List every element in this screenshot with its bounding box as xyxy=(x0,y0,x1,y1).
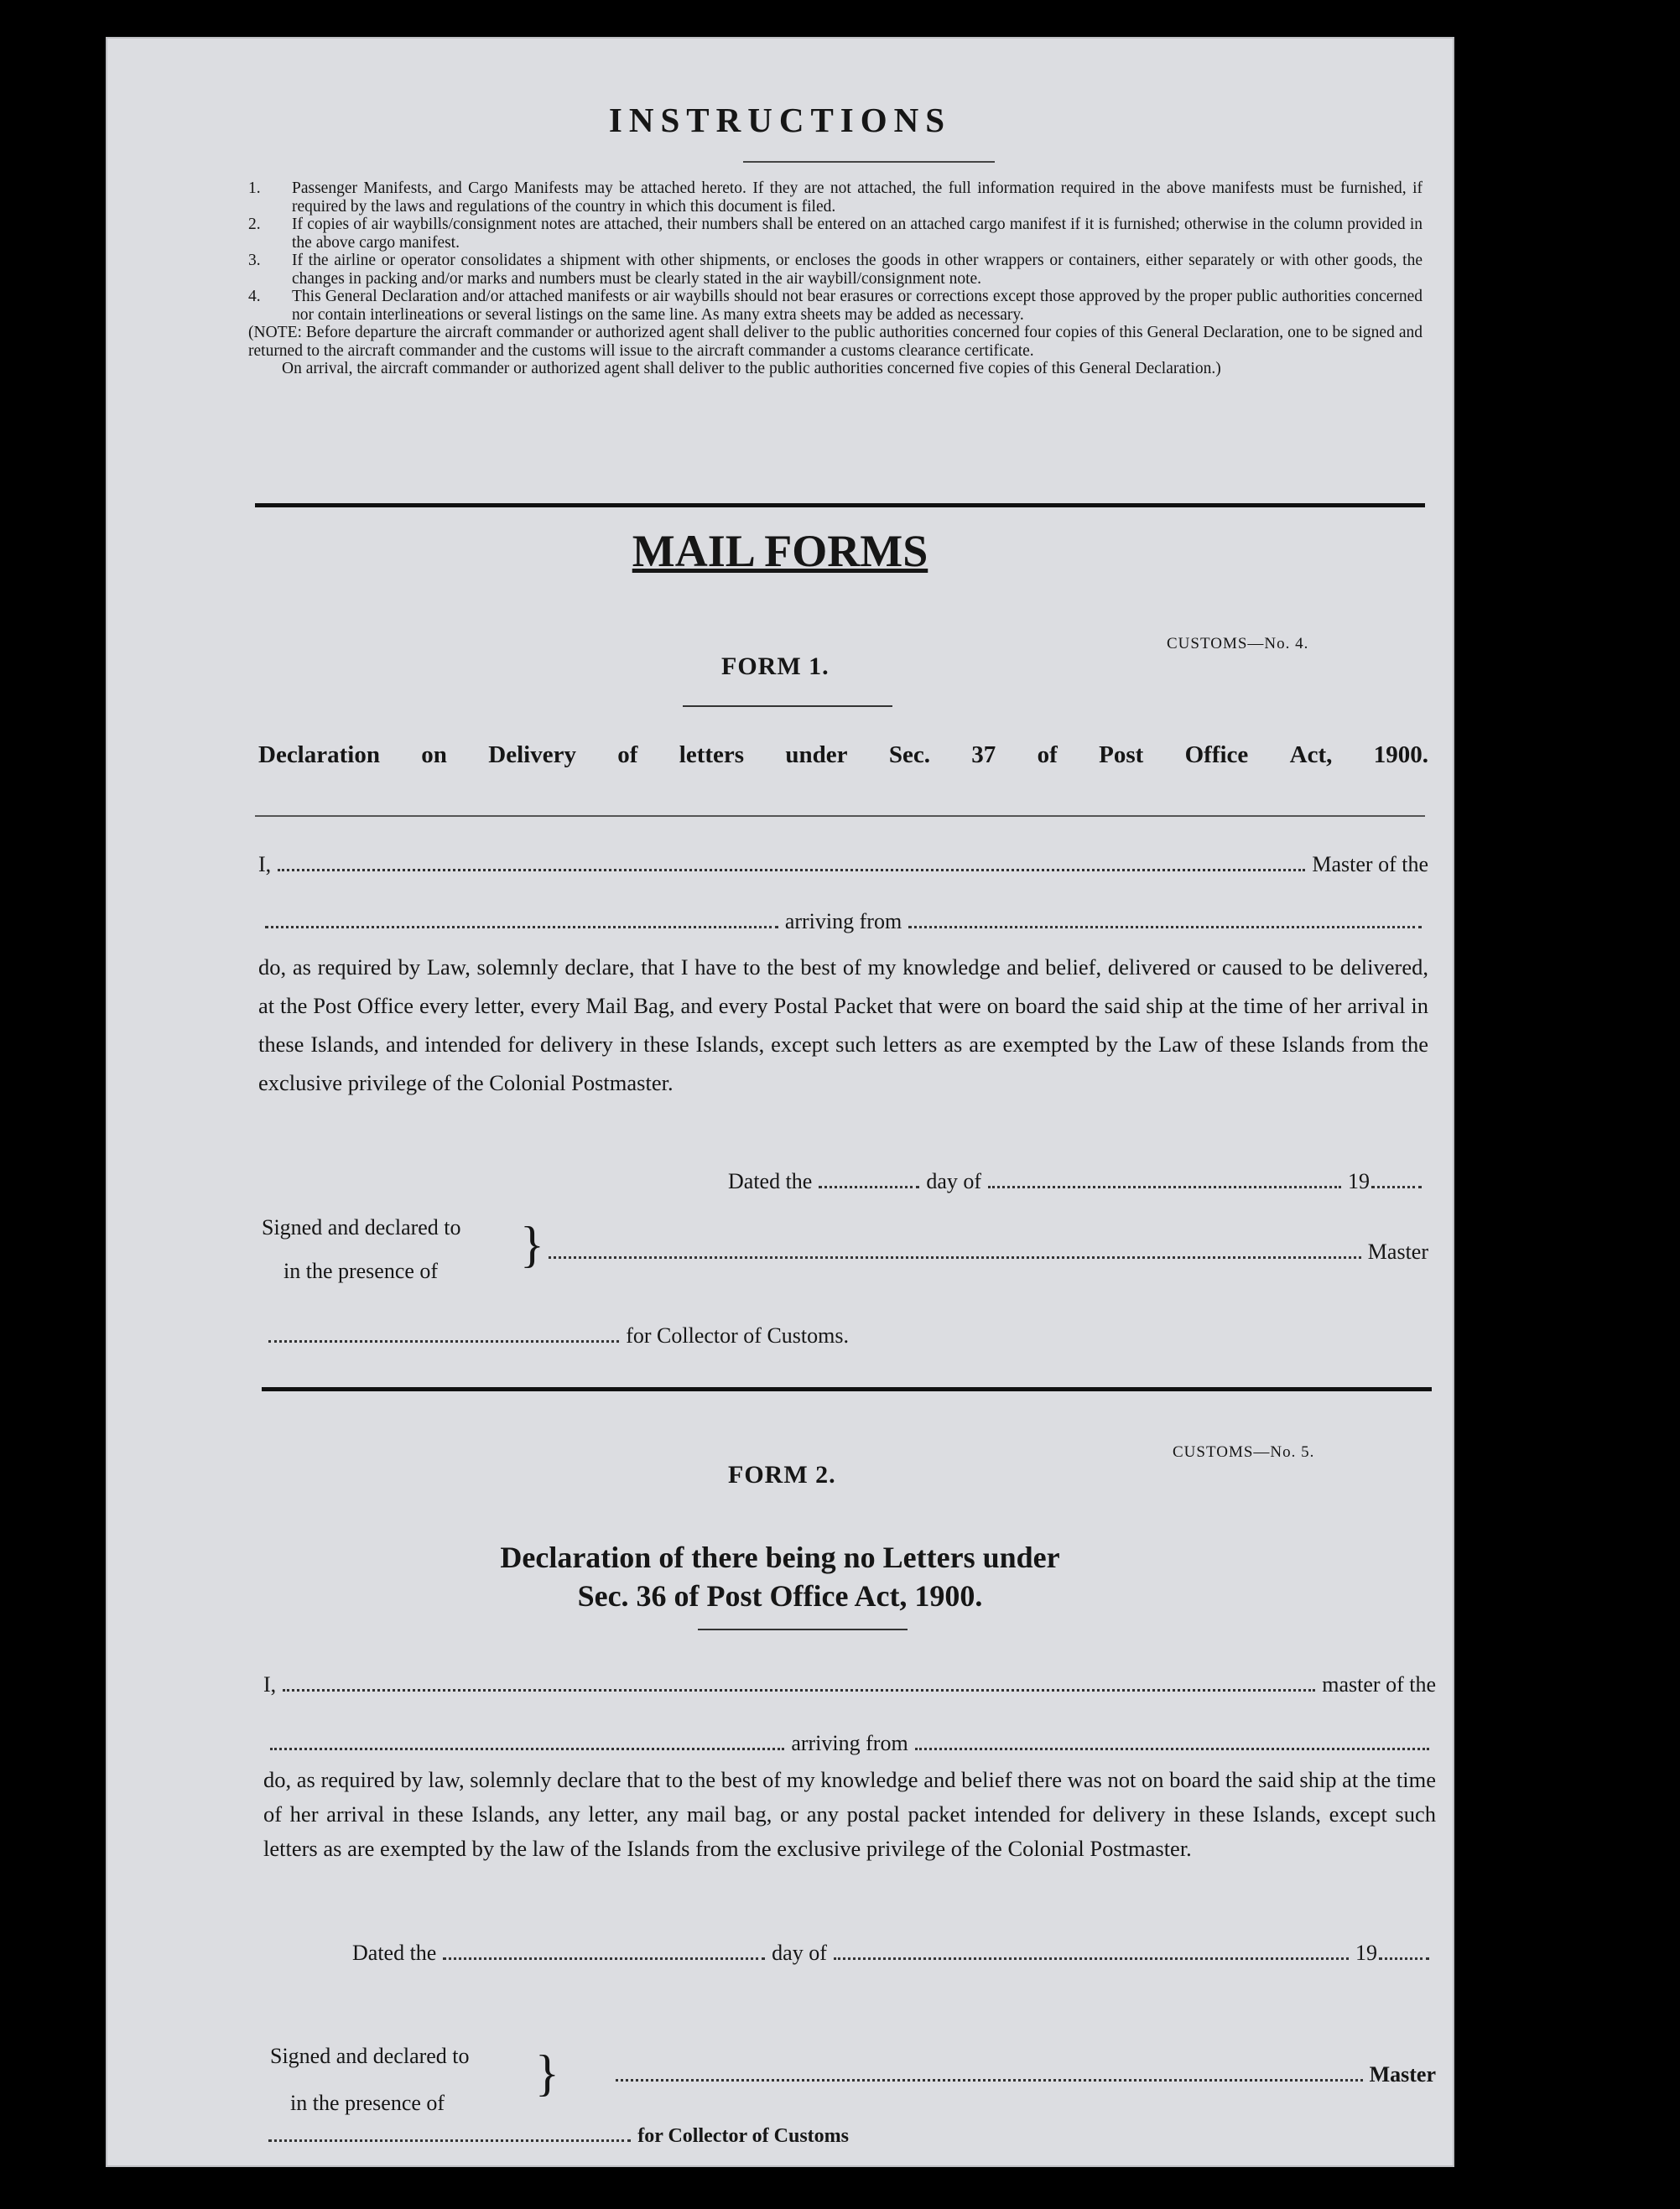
date-day-field[interactable] xyxy=(819,1185,919,1188)
arriving-from-field[interactable] xyxy=(915,1747,1429,1750)
form2-arriving-line: arriving from xyxy=(263,1731,1436,1756)
form1-title-rule xyxy=(683,705,892,707)
section-divider xyxy=(255,503,1425,507)
form1-dated-line: Dated the day of 19 xyxy=(728,1169,1428,1194)
form1-customs-number: CUSTOMS—No. 4. xyxy=(1167,635,1309,652)
form1-heading-rule xyxy=(255,815,1425,817)
form1-title: FORM 1. xyxy=(721,652,830,680)
instructions-title: INSTRUCTIONS xyxy=(608,101,952,139)
instructions-note: (NOTE: Before departure the aircraft commander or authorized agent shall deliver to the public authorities concerned four copies of this General Declaration, one to be signed and returned to the aircraft commander and the customs will issue to the aircraft commander a customs clearance certificate. xyxy=(248,324,1423,360)
form1-master-line: I, Master of the xyxy=(258,852,1428,876)
form-divider xyxy=(262,1387,1432,1391)
master-signature-field[interactable] xyxy=(616,2078,1363,2082)
instruction-item: 1. Passenger Manifests, and Cargo Manifests may be attached hereto. If they are not attached, the full information required in the above manifests must be furnished, if required by the laws and regulations of the country in which this document is filed. xyxy=(248,179,1423,216)
mail-forms-title: MAIL FORMS xyxy=(632,526,928,576)
form1-signed-label: Signed and declared to in the presence of xyxy=(262,1215,461,1283)
collector-signature-field[interactable] xyxy=(268,1339,619,1343)
date-year-field[interactable] xyxy=(1379,1957,1429,1960)
form2-master-line: I, master of the xyxy=(263,1672,1436,1697)
instruction-item: 2. If copies of air waybills/consignment notes are attached, their numbers shall be entered on an attached cargo manifest if it is furnished; otherwise in the column provided in the above cargo manifest. xyxy=(248,216,1423,252)
instructions-list xyxy=(248,179,1423,378)
date-day-field[interactable] xyxy=(443,1957,765,1960)
instruction-item: 4. This General Declaration and/or attached manifests or air waybills should not bear erasures or corrections except those approved by the proper public authorities concerned nor contain interlineations or several listings on the same line. As many extra sheets may be added as necessary. xyxy=(248,288,1423,324)
document-page xyxy=(106,37,1454,2167)
form2-title: FORM 2. xyxy=(728,1461,836,1489)
form2-brace: } xyxy=(535,2045,559,2101)
form1-arriving-line: arriving from xyxy=(258,909,1428,934)
arriving-from-field[interactable] xyxy=(908,925,1422,928)
form1-brace: } xyxy=(520,1217,544,1272)
form2-signed-label: Signed and declared to in the presence of xyxy=(270,2044,470,2115)
collector-signature-field[interactable] xyxy=(268,2139,631,2142)
form2-customs-number: CUSTOMS—No. 5. xyxy=(1173,1443,1315,1461)
ship-name-field[interactable] xyxy=(265,925,778,928)
form2-title-rule xyxy=(698,1629,908,1630)
form2-dated-line: Dated the day of 19 xyxy=(352,1941,1436,1966)
form2-collector-line: for Collector of Customs xyxy=(262,2125,849,2148)
form1-declaration-heading: Declaration on Delivery of letters under Sec. 37 of Post Office Act, 1900. xyxy=(258,741,1428,768)
date-year-field[interactable] xyxy=(1371,1185,1422,1188)
instructions-note-continued: On arrival, the aircraft commander or authorized agent shall deliver to the public authorities concerned five copies of this General Declaration.) xyxy=(282,360,1221,377)
instruction-item: 3. If the airline or operator consolidates a shipment with other shipments, or encloses the goods in other wrappers or containers, either separately or with other goods, the changes in packing and/or marks and numbers must be clearly stated in the air waybill/consignment note. xyxy=(248,252,1423,288)
master-name-field[interactable] xyxy=(283,1688,1315,1692)
master-signature-field[interactable] xyxy=(549,1255,1361,1259)
form2-body: do, as required by law, solemnly declare that to the best of my knowledge and belief there was not on board the said ship at the time of her arrival in these Islands, any letter, any mail bag, or any postal packet intended for delivery in these Islands, except such letters as are exempted by the law of the Islands from the exclusive privilege of the Colonial Postmaster. xyxy=(263,1767,1436,1861)
form2-master-signature-line: Master xyxy=(609,2062,1436,2087)
ship-name-field[interactable] xyxy=(270,1747,784,1750)
form2-declaration-heading: Declaration of there being no Letters under Sec. 36 of Post Office Act, 1900. xyxy=(500,1541,1060,1613)
form1-master-signature-line: Master xyxy=(542,1240,1428,1265)
master-name-field[interactable] xyxy=(278,868,1305,871)
form1-body: do, as required by Law, solemnly declare, that I have to the best of my knowledge and belief, delivered or caused to be delivered, at the Post Office every letter, every Mail Bag, and every Postal Packet that were on board the said ship at the time of her arrival in these Islands, and intended for delivery in these Islands, except such letters as are exempted by the Law of these Islands from the exclusive privilege of the Colonial Postmaster. xyxy=(258,954,1428,1095)
date-month-field[interactable] xyxy=(834,1957,1349,1960)
instructions-underline xyxy=(743,161,995,163)
date-month-field[interactable] xyxy=(988,1185,1341,1188)
form1-collector-line: for Collector of Customs. xyxy=(262,1323,849,1349)
